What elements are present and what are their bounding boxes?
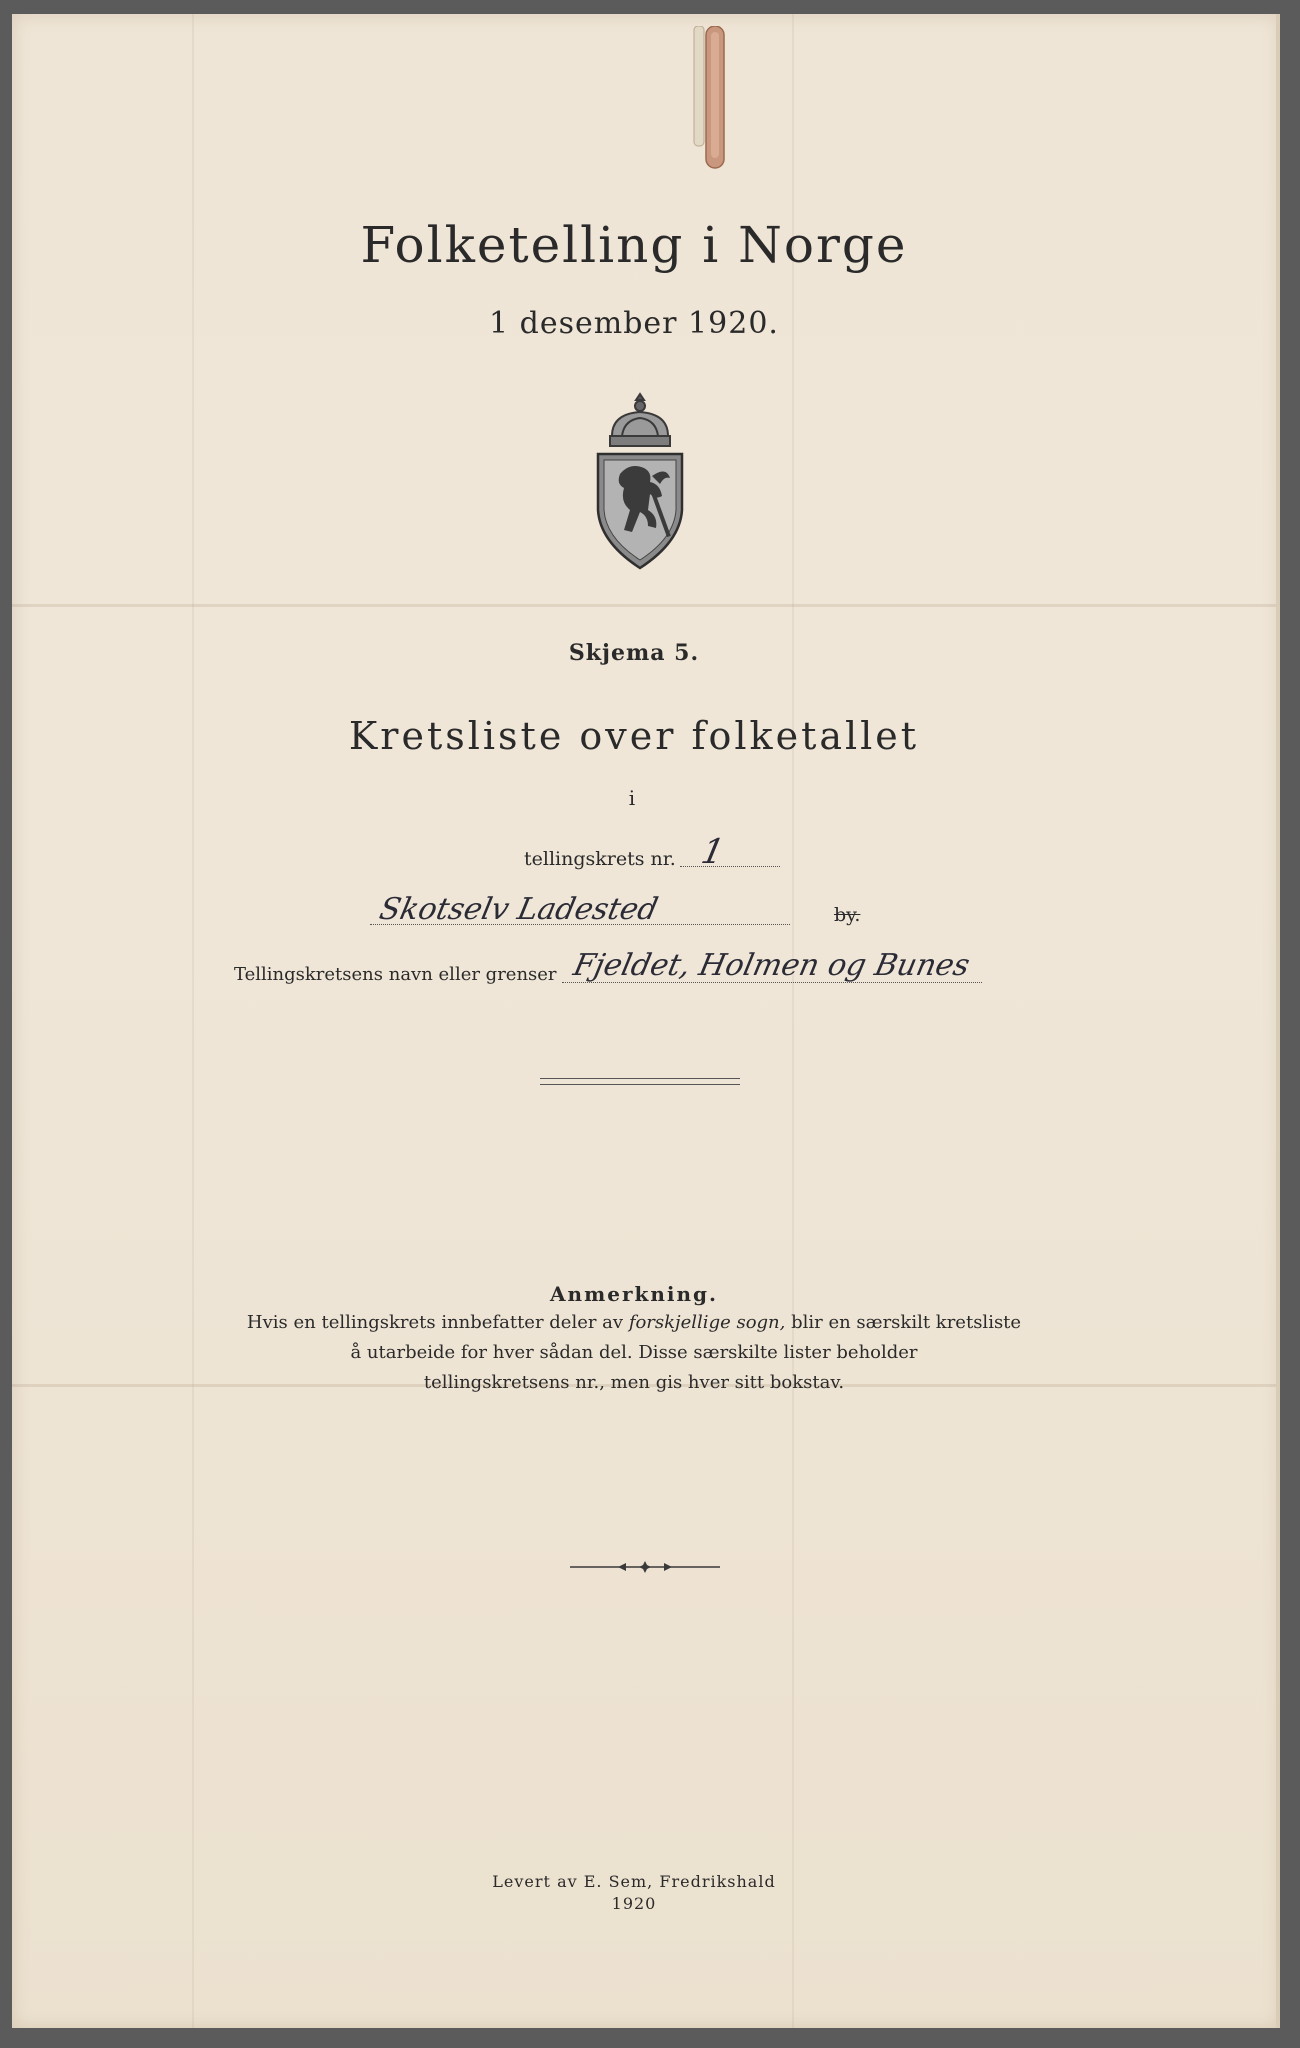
decorative-divider-icon [570, 1560, 720, 1574]
note-line-3: tellingskretsens nr., men gis hver sitt bokstav. [423, 1372, 845, 1393]
form-number: Skjema 5. [568, 640, 700, 666]
fold-crease [12, 604, 1280, 607]
printer-credit: Levert av E. Sem, Fredrikshald [492, 1872, 776, 1891]
note-line-1-end: blir en særskilt kretsliste [785, 1312, 1022, 1333]
document-title: Folketelling i Norge [360, 216, 908, 274]
paper-edge [1276, 14, 1280, 2028]
place-suffix-struck: by. [834, 904, 861, 926]
place-name-handwritten: Skotselv Ladested [376, 892, 661, 927]
boundary-label: Tellingskretsens navn eller grenser [234, 964, 557, 985]
note-line-1-start: Hvis en tellingskrets innbefatter deler av [246, 1312, 629, 1333]
census-date: 1 desember 1920. [489, 306, 779, 341]
census-form-page [12, 14, 1280, 2028]
district-number-line [680, 866, 780, 867]
note-line-2: å utarbeide for hver sådan del. Disse særskilte lister beholder [350, 1342, 918, 1363]
district-number-handwritten: 1 [697, 832, 728, 872]
district-number-label: tellingskrets nr. [524, 848, 676, 870]
printer-year: 1920 [611, 1894, 657, 1913]
preposition-i: i [628, 786, 636, 810]
note-line-1 [12, 1312, 1268, 1333]
double-divider-rule [540, 1078, 740, 1085]
note-heading: Anmerkning. [550, 1282, 718, 1306]
note-line-1-emphasis: forskjellige sogn, [628, 1312, 786, 1333]
list-title: Kretsliste over folketallet [348, 714, 920, 758]
boundary-handwritten: Fjeldet, Holmen og Bunes [570, 948, 973, 983]
norwegian-lion-coat-of-arms-icon [590, 392, 690, 572]
paper-clip-icon [692, 26, 732, 172]
